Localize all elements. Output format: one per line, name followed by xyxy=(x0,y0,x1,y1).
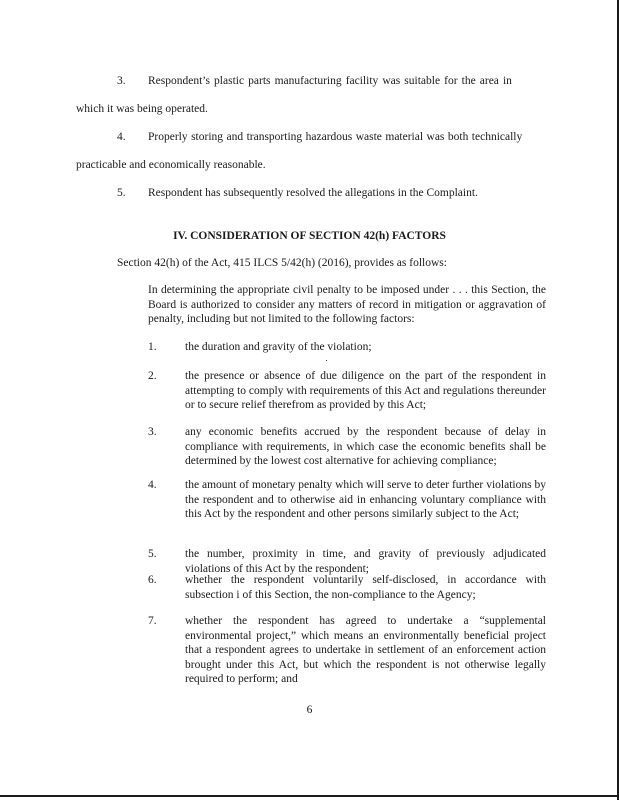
factor-number: 1. xyxy=(148,341,157,353)
finding-text-continued: practicable and economically reasonable. xyxy=(76,159,266,171)
section-heading: IV. CONSIDERATION OF SECTION 42(h) FACTORS xyxy=(173,230,446,242)
page-number: 6 xyxy=(306,704,313,716)
finding-number: 5. xyxy=(117,187,126,199)
factor-text: the amount of monetary penalty which will serve to deter further violations by the respondent and to otherwise aid in enhancing voluntary compliance with this Act by the respondent and other persons similarly subject to the Act; xyxy=(185,479,546,521)
finding-number: 4. xyxy=(117,131,126,143)
factor-text: whether the respondent voluntarily self-disclosed, in accordance with subsection i of this Section, the non-compliance to the Agency; xyxy=(185,574,546,601)
finding-text-continued: which it was being operated. xyxy=(76,103,208,115)
factor-number: 4. xyxy=(148,479,157,491)
factor-text: any economic benefits accrued by the respondent because of delay in compliance with requirements, in which case the economic benefits shall be determined by the lowest cost alternative for achieving compliance; xyxy=(185,426,546,468)
factor-number: 3. xyxy=(148,426,157,438)
scan-edge-bottom xyxy=(0,795,619,797)
factor-number: 6. xyxy=(148,574,157,586)
factor-number: 2. xyxy=(148,370,157,382)
factor-text: the presence or absence of due diligence on the part of the respondent in attempting to comply with requirements of this Act and regulations thereunder or to secure relief therefrom as provided by this Act; xyxy=(185,370,546,412)
finding-text: Respondent’s plastic parts manufacturing facility was suitable for the area in xyxy=(148,75,512,87)
quote-intro: In determining the appropriate civil penalty to be imposed under . . . this Section, the Board is authorized to consider any matters of record in mitigation or aggravation of penalty, including but not limited to the following factors: xyxy=(148,284,546,326)
factor-number: 5. xyxy=(148,548,157,560)
factor-text: the duration and gravity of the violation; xyxy=(185,341,372,353)
finding-text: Properly storing and transporting hazardous waste material was both technically xyxy=(148,131,523,143)
finding-text: Respondent has subsequently resolved the allegations in the Complaint. xyxy=(148,187,478,199)
section-intro: Section 42(h) of the Act, 415 ILCS 5/42(h) (2016), provides as follows: xyxy=(117,257,447,269)
finding-number: 3. xyxy=(117,75,126,87)
factor-number: 7. xyxy=(148,615,157,627)
factor-text: whether the respondent has agreed to undertake a “supplemental environmental project,” which means an environmentally beneficial project that a respondent agrees to undertake in settlement of an enforcement action brought under this Act, but which the respondent is not otherwise legally required to perform; and xyxy=(185,615,546,686)
factor-text: the number, proximity in time, and gravity of previously adjudicated violations of this Act by the respondent; xyxy=(185,548,546,575)
stray-mark xyxy=(326,360,327,361)
